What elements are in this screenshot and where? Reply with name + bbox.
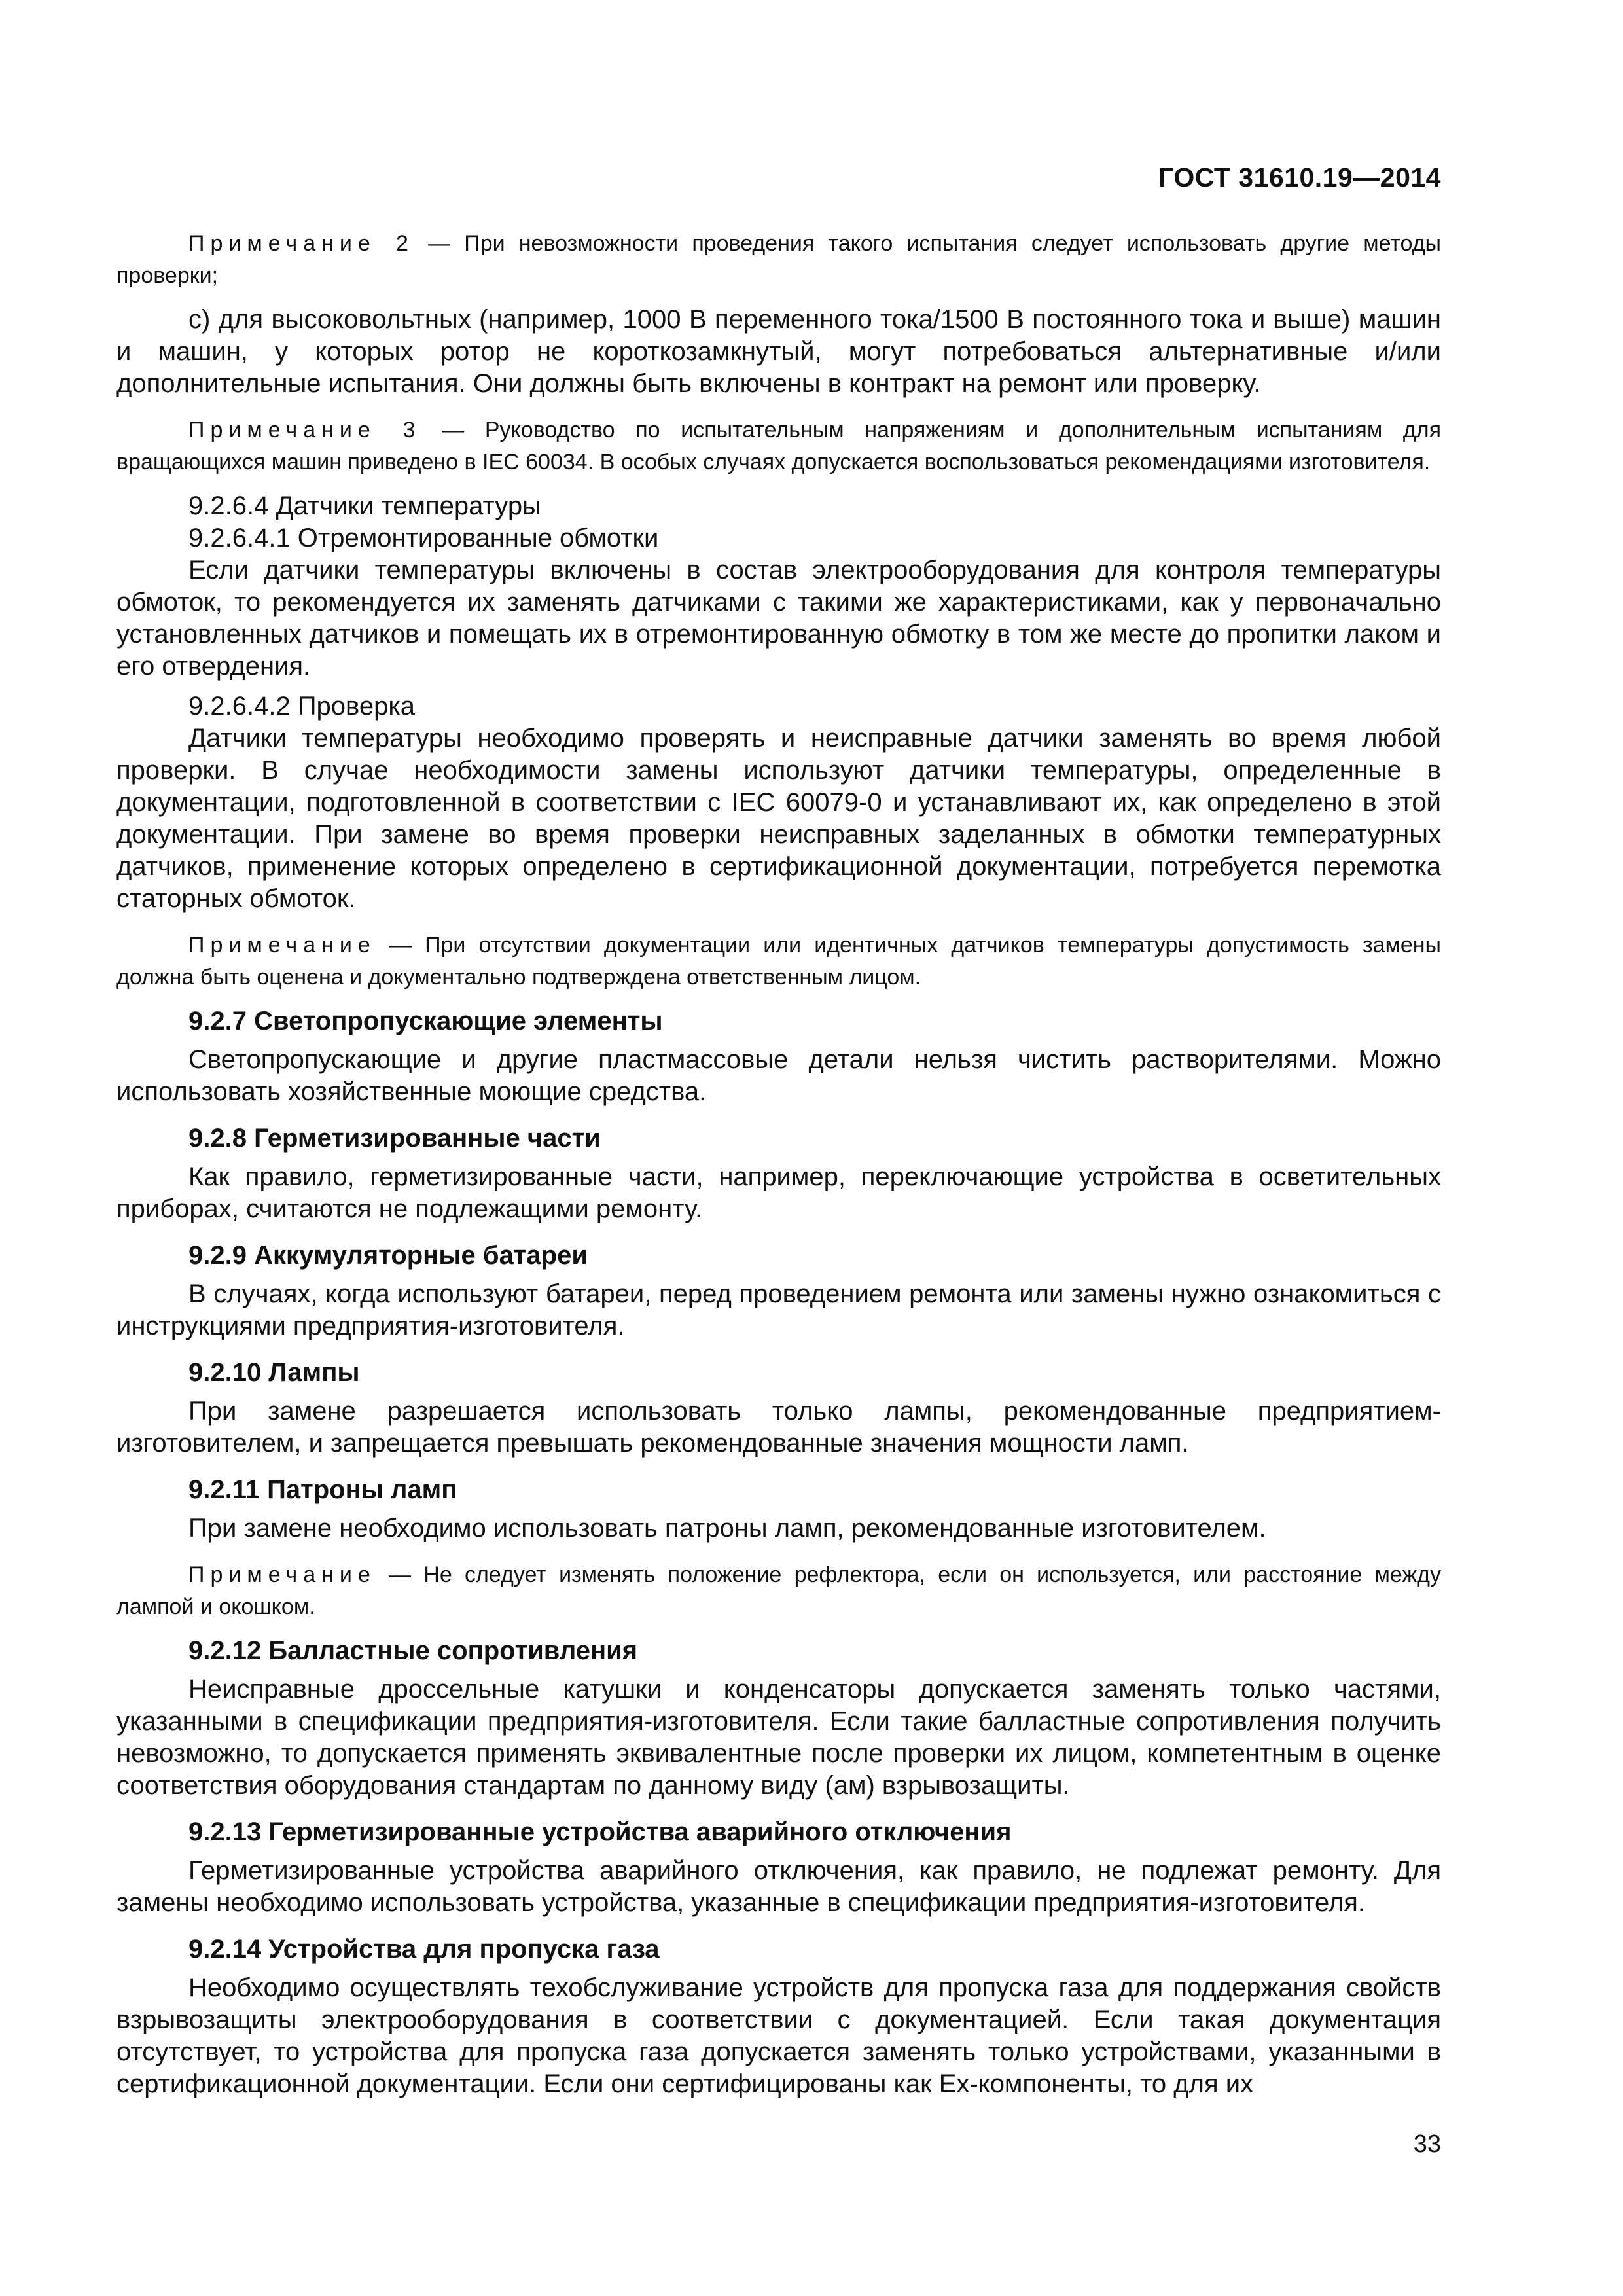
note-label: Примечание	[188, 933, 376, 958]
note-text: — При отсутствии документации или идентичных датчиков температуры допустимость замены должна быть оценена и документально подтверждена ответственным лицом.	[116, 933, 1441, 990]
standard-number: ГОСТ 31610.19—2014	[1158, 162, 1441, 192]
note-4	[116, 929, 1441, 994]
paragraph-9-2-13: Герметизированные устройства аварийного отключения, как правило, не подлежат ремонту. Для замены необходимо использовать устройства, указанные в спецификации предприятия-изготовителя.	[116, 1856, 1441, 1917]
paragraph-9-2-11: При замене необходимо использовать патроны ламп, рекомендованные изготовителем.	[188, 1514, 1266, 1543]
section-9-2-6-4-2: 9.2.6.4.2 Проверка	[188, 692, 415, 721]
heading-9-2-13: 9.2.13 Герметизированные устройства аварийного отключения	[188, 1818, 1012, 1846]
paragraph-9-2-7: Светопропускающие и другие пластмассовые детали нельзя чистить растворителями. Можно использовать хозяйственные моющие средства.	[116, 1045, 1441, 1106]
paragraph-9-2-14: Необходимо осуществлять техобслуживание устройств для пропуска газа для поддержания свойств взрывозащиты электрооборудования в соответствии с документацией. Если такая документация отсутствует, то устройства для пропуска газа допускается заменять только устройствами, указанными в сертификационной документации. Если они сертифицированы как Ex-компоненты, то для их	[116, 1973, 1441, 2098]
paragraph-9-2-6-4-2: Датчики температуры необходимо проверять и неисправные датчики заменять во время любой проверки. В случае необходимости замены используют датчики температуры, определенные в документации, подготовленной в соответствии с IEC 60079-0 и устанавливают их, как определено в этой документации. При замене во время проверки неисправных заделанных в обмотки температурных датчиков, применение которых определено в сертификационной документации, потребуется перемотка статорных обмоток.	[116, 724, 1441, 913]
section-9-2-6-4-1: 9.2.6.4.1 Отремонтированные обмотки	[188, 524, 659, 552]
note-text: — При невозможности проведения такого испытания следует использовать другие методы проверки;	[116, 231, 1441, 288]
heading-9-2-12: 9.2.12 Балластные сопротивления	[188, 1636, 638, 1665]
section-9-2-6-4: 9.2.6.4 Датчики температуры	[188, 492, 541, 520]
paragraph-9-2-10: При замене разрешается использовать только лампы, рекомендованные предприятием-изготовителем, и запрещается превышать рекомендованные значения мощности ламп.	[116, 1397, 1441, 1458]
heading-9-2-14: 9.2.14 Устройства для пропуска газа	[188, 1935, 660, 1964]
note-3	[116, 414, 1441, 478]
heading-9-2-7: 9.2.7 Светопропускающие элементы	[188, 1007, 663, 1035]
note-text: — Руководство по испытательным напряжениям и дополнительным испытаниям для вращающихся машин приведено в IEC 60034. В особых случаях допускается воспользоваться рекомендациями изготовителя.	[116, 418, 1441, 475]
paragraph-9-2-8: Как правило, герметизированные части, например, переключающие устройства в осветительных приборах, считаются не подлежащими ремонту.	[116, 1162, 1441, 1223]
page-content	[116, 228, 1441, 2115]
note-label: Примечание	[188, 1562, 376, 1587]
heading-9-2-10: 9.2.10 Лампы	[188, 1358, 360, 1387]
note-label: Примечание 2	[188, 231, 414, 256]
heading-9-2-11: 9.2.11 Патроны ламп	[188, 1475, 457, 1504]
note-2	[116, 228, 1441, 292]
paragraph-9-2-12: Неисправные дроссельные катушки и конденсаторы допускается заменять только частями, указанными в спецификации предприятия-изготовителя. Если такие балластные сопротивления получить невозможно, то допускается применять эквивалентные после проверки их лицом, компетентным в оценке соответствия оборудования стандартам по данному виду (ам) взрывозащиты.	[116, 1675, 1441, 1800]
note-label: Примечание 3	[188, 418, 421, 442]
heading-9-2-8: 9.2.8 Герметизированные части	[188, 1124, 601, 1153]
item-c: c) для высоковольтных (например, 1000 В переменного тока/1500 В постоянного тока и выше) машин и машин, у которых ротор не короткозамкнутый, могут потребоваться альтернативные и/или дополнительные испытания. Они должны быть включены в контракт на ремонт или проверку.	[116, 305, 1441, 398]
paragraph-9-2-9: В случаях, когда используют батареи, перед проведением ремонта или замены нужно ознакомиться с инструкциями предприятия-изготовителя.	[116, 1280, 1441, 1340]
note-text: — Не следует изменять положение рефлектора, если он используется, или расстояние между лампой и окошком.	[116, 1562, 1441, 1619]
document-page	[116, 0, 1441, 2296]
heading-9-2-9: 9.2.9 Аккумуляторные батареи	[188, 1241, 588, 1270]
page-number: 33	[1413, 2130, 1441, 2158]
note-5	[116, 1559, 1441, 1623]
paragraph-9-2-6-4-1: Если датчики температуры включены в состав электрооборудования для контроля температуры обмоток, то рекомендуется их заменять датчиками с такими же характеристиками, как у первоначально установленных датчиков и помещать их в отремонтированную обмотку в том же месте до пропитки лаком и его отвердения.	[116, 556, 1441, 681]
